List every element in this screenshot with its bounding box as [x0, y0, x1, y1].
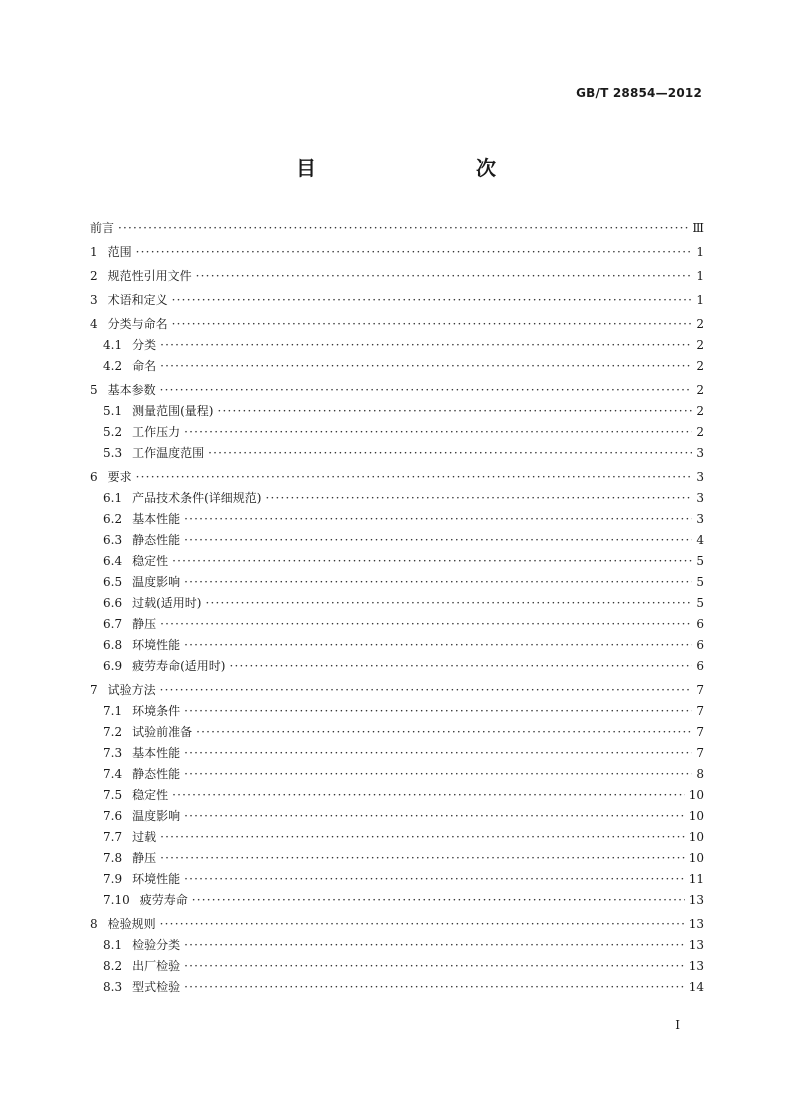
- dot-leader: [184, 806, 685, 827]
- toc-entry-title: 范围: [107, 245, 132, 259]
- toc-subentry[interactable]: [90, 827, 704, 848]
- toc-entry-title: 测量范围(量程): [132, 404, 214, 418]
- toc-entry-number: 7.3: [103, 746, 123, 760]
- toc-entry-number: 8.2: [103, 959, 123, 973]
- toc-subentry[interactable]: [90, 572, 704, 593]
- toc-subentry[interactable]: [90, 509, 704, 530]
- toc-entry-title: 产品技术条件(详细规范): [132, 491, 262, 505]
- toc-entry-title: 检验规则: [107, 917, 156, 931]
- toc-entry-title: 过载: [132, 830, 157, 844]
- toc-entry-page: 13: [688, 959, 704, 973]
- toc-subentry[interactable]: [90, 614, 704, 635]
- dot-leader: [196, 266, 692, 287]
- toc-entry-page: 7: [696, 725, 704, 739]
- toc-entry-title: 试验方法: [107, 683, 156, 697]
- dot-leader: [184, 701, 692, 722]
- toc-entry-page: 8: [696, 767, 704, 781]
- toc-entry-number: 6.7: [103, 617, 123, 631]
- toc-entry-number: 7.4: [103, 767, 123, 781]
- toc-entry-title: 温度影响: [132, 575, 181, 589]
- toc-entry-page: 2: [696, 383, 704, 397]
- toc-entry-page: 6: [696, 617, 704, 631]
- toc-entry-title: 分类: [132, 338, 157, 352]
- toc-entry-page: 6: [696, 659, 704, 673]
- toc-entry-title: 环境性能: [132, 872, 181, 886]
- toc-entry-page: 1: [696, 269, 704, 283]
- dot-leader: [196, 722, 692, 743]
- toc-subentry[interactable]: [90, 551, 704, 572]
- toc-entry[interactable]: [90, 314, 704, 335]
- dot-leader: [172, 785, 685, 806]
- toc-entry-page: 2: [696, 359, 704, 373]
- dot-leader: [160, 335, 692, 356]
- toc-entry-page: 1: [696, 245, 704, 259]
- dot-leader: [172, 290, 692, 311]
- toc-subentry[interactable]: [90, 635, 704, 656]
- toc-entry-title: 基本参数: [107, 383, 156, 397]
- toc-entry-number: 2: [90, 269, 98, 283]
- toc-entry-title: 静压: [132, 617, 157, 631]
- toc-entry-number: 6.4: [103, 554, 123, 568]
- toc-entry-page: 10: [688, 809, 704, 823]
- toc-entry-title: 分类与命名: [107, 317, 168, 331]
- toc-entry-title: 稳定性: [132, 554, 169, 568]
- toc-entry-page: 5: [696, 554, 704, 568]
- toc-entry-number: 7.9: [103, 872, 123, 886]
- toc-entry-number: 7.8: [103, 851, 123, 865]
- toc-entry-page: Ⅲ: [692, 221, 704, 235]
- toc-subentry[interactable]: [90, 443, 704, 464]
- toc-entry-page: 5: [696, 575, 704, 589]
- toc-subentry[interactable]: [90, 935, 704, 956]
- dot-leader: [184, 956, 685, 977]
- toc-entry-number: 6.9: [103, 659, 123, 673]
- toc-subentry[interactable]: [90, 743, 704, 764]
- toc-subentry[interactable]: [90, 806, 704, 827]
- toc-entry-page: 3: [696, 470, 704, 484]
- toc-entry-page: 7: [696, 683, 704, 697]
- toc-entry-title: 静态性能: [132, 533, 181, 547]
- dot-leader: [184, 869, 685, 890]
- dot-leader: [160, 914, 685, 935]
- toc-subentry[interactable]: [90, 530, 704, 551]
- toc-entry-page: 2: [696, 404, 704, 418]
- toc-entry-title: 术语和定义: [107, 293, 168, 307]
- toc-entry[interactable]: [90, 914, 704, 935]
- toc-entry-title: 工作温度范围: [132, 446, 205, 460]
- toc-entry-number: 6.8: [103, 638, 123, 652]
- toc-entry-number: 1: [90, 245, 98, 259]
- toc-entry[interactable]: [90, 218, 704, 239]
- toc-entry-number: 7.7: [103, 830, 123, 844]
- toc-subentry[interactable]: [90, 701, 704, 722]
- toc-entry-number: 6.3: [103, 533, 123, 547]
- toc-entry-number: 8: [90, 917, 98, 931]
- toc-entry-number: 5: [90, 383, 98, 397]
- toc-entry-number: 7.2: [103, 725, 123, 739]
- toc-entry-page: 10: [688, 788, 704, 802]
- dot-leader: [136, 242, 692, 263]
- dot-leader: [160, 614, 692, 635]
- toc-entry-number: 7: [90, 683, 98, 697]
- toc-entry-number: 4: [90, 317, 98, 331]
- toc-entry-title: 温度影响: [132, 809, 181, 823]
- dot-leader: [172, 551, 692, 572]
- toc-entry-title: 疲劳寿命(适用时): [132, 659, 226, 673]
- toc-entry-number: 5.2: [103, 425, 123, 439]
- toc-entry-title: 要求: [107, 470, 132, 484]
- toc-entry-number: 7.1: [103, 704, 123, 718]
- dot-leader: [160, 356, 692, 377]
- dot-leader: [184, 743, 692, 764]
- toc-entry-number: 5.1: [103, 404, 123, 418]
- toc-entry-page: 10: [688, 830, 704, 844]
- toc-entry-page: 5: [696, 596, 704, 610]
- toc-subentry[interactable]: [90, 956, 704, 977]
- toc-subentry[interactable]: [90, 656, 704, 677]
- toc-entry-page: 7: [696, 704, 704, 718]
- dot-leader: [205, 593, 692, 614]
- toc-entry-page: 2: [696, 338, 704, 352]
- dot-leader: [229, 656, 692, 677]
- toc-entry-title: 前言: [90, 221, 115, 235]
- page-number: Ⅰ: [675, 1018, 680, 1032]
- toc-entry-number: 5.3: [103, 446, 123, 460]
- toc-entry-number: 6.1: [103, 491, 123, 505]
- toc-entry-title: 基本性能: [132, 746, 181, 760]
- toc-subentry[interactable]: [90, 848, 704, 869]
- toc-entry-number: 7.5: [103, 788, 123, 802]
- toc-entry-page: 1: [696, 293, 704, 307]
- toc-entry[interactable]: [90, 242, 704, 263]
- toc-entry-page: 13: [688, 917, 704, 931]
- toc-subentry[interactable]: [90, 401, 704, 422]
- dot-leader: [265, 488, 692, 509]
- toc-subentry[interactable]: [90, 977, 704, 998]
- standard-number: GB/T 28854—2012: [576, 86, 702, 100]
- dot-leader: [136, 467, 692, 488]
- page-title: 目 次: [296, 156, 536, 180]
- toc-entry-page: 4: [696, 533, 704, 547]
- toc-entry[interactable]: [90, 380, 704, 401]
- toc-entry-number: 4.2: [103, 359, 123, 373]
- toc-entry-page: 3: [696, 446, 704, 460]
- toc-entry-title: 规范性引用文件: [107, 269, 192, 283]
- toc-entry-page: 13: [688, 893, 704, 907]
- toc-subentry[interactable]: [90, 785, 704, 806]
- toc-entry[interactable]: [90, 680, 704, 701]
- toc-entry-title: 稳定性: [132, 788, 169, 802]
- toc-entry[interactable]: [90, 467, 704, 488]
- dot-leader: [160, 827, 685, 848]
- toc-entry-title: 型式检验: [132, 980, 181, 994]
- dot-leader: [192, 890, 685, 911]
- toc-entry-title: 过载(适用时): [132, 596, 202, 610]
- table-of-contents: [90, 218, 704, 998]
- toc-entry-number: 8.1: [103, 938, 123, 952]
- dot-leader: [184, 530, 692, 551]
- toc-entry-title: 试验前准备: [132, 725, 193, 739]
- toc-entry-page: 10: [688, 851, 704, 865]
- toc-entry-number: 4.1: [103, 338, 123, 352]
- toc-entry-page: 7: [696, 746, 704, 760]
- toc-entry-number: 8.3: [103, 980, 123, 994]
- toc-entry-title: 命名: [132, 359, 157, 373]
- toc-subentry[interactable]: [90, 722, 704, 743]
- toc-entry-page: 13: [688, 938, 704, 952]
- toc-subentry[interactable]: [90, 764, 704, 785]
- dot-leader: [184, 509, 692, 530]
- toc-subentry[interactable]: [90, 869, 704, 890]
- toc-subentry[interactable]: [90, 890, 704, 911]
- toc-entry-number: 7.6: [103, 809, 123, 823]
- toc-entry-title: 基本性能: [132, 512, 181, 526]
- dot-leader: [217, 401, 692, 422]
- dot-leader: [118, 218, 688, 239]
- toc-subentry[interactable]: [90, 335, 704, 356]
- dot-leader: [184, 422, 692, 443]
- toc-entry-number: 6.2: [103, 512, 123, 526]
- toc-subentry[interactable]: [90, 422, 704, 443]
- toc-entry-title: 检验分类: [132, 938, 181, 952]
- toc-entry-page: 11: [688, 872, 704, 886]
- toc-entry-number: 6: [90, 470, 98, 484]
- toc-entry-number: 3: [90, 293, 98, 307]
- toc-entry-title: 静压: [132, 851, 157, 865]
- toc-entry-page: 6: [696, 638, 704, 652]
- toc-entry-title: 环境条件: [132, 704, 181, 718]
- toc-entry-page: 3: [696, 512, 704, 526]
- dot-leader: [160, 680, 692, 701]
- toc-entry-page: 14: [688, 980, 704, 994]
- toc-entry-number: 7.10: [103, 893, 130, 907]
- dot-leader: [160, 848, 685, 869]
- toc-entry-page: 3: [696, 491, 704, 505]
- toc-entry-number: 6.5: [103, 575, 123, 589]
- toc-subentry[interactable]: [90, 593, 704, 614]
- toc-subentry[interactable]: [90, 356, 704, 377]
- toc-entry-page: 2: [696, 317, 704, 331]
- toc-entry-title: 工作压力: [132, 425, 181, 439]
- toc-entry[interactable]: [90, 290, 704, 311]
- toc-entry[interactable]: [90, 266, 704, 287]
- dot-leader: [184, 977, 685, 998]
- toc-entry-title: 出厂检验: [132, 959, 181, 973]
- dot-leader: [208, 443, 692, 464]
- toc-entry-page: 2: [696, 425, 704, 439]
- toc-entry-title: 环境性能: [132, 638, 181, 652]
- dot-leader: [184, 572, 692, 593]
- dot-leader: [184, 635, 692, 656]
- toc-entry-number: 6.6: [103, 596, 123, 610]
- dot-leader: [184, 764, 692, 785]
- dot-leader: [184, 935, 685, 956]
- dot-leader: [172, 314, 692, 335]
- toc-entry-title: 疲劳寿命: [139, 893, 188, 907]
- toc-subentry[interactable]: [90, 488, 704, 509]
- toc-entry-title: 静态性能: [132, 767, 181, 781]
- dot-leader: [160, 380, 692, 401]
